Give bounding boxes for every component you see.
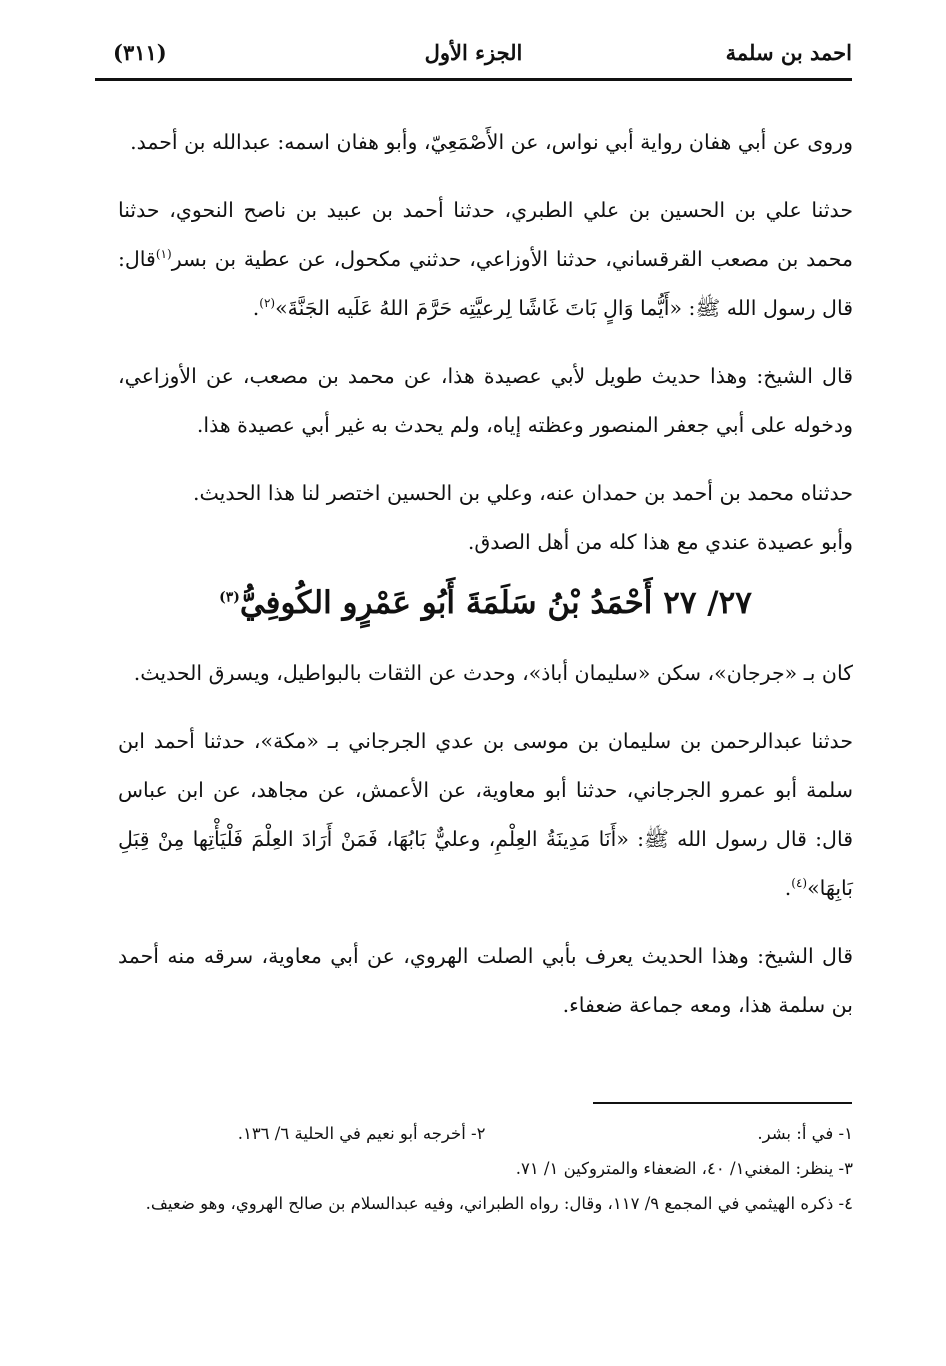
main-text bbox=[118, 118, 853, 1049]
volume-title: الجزء الأول bbox=[424, 40, 523, 65]
paragraph-3: قال الشيخ: وهذا حديث طويل لأبي عصيدة هذا، عن محمد بن مصعب، عن الأوزاعي، ودخوله على أبي جعفر المنصور وعظته إياه، ولم يحدث به غير أبي عصيدة هذا. bbox=[118, 364, 853, 437]
paragraph-5: كان بـ «جرجان»، سكن «سليمان أباذ»، وحدث عن الثقات بالبواطيل، ويسرق الحديث. bbox=[133, 661, 853, 685]
footnote-4: ٤- ذكره الهيثمي في المجمع ٩/ ١١٧، وقال: رواه الطبراني، وفيه عبدالسلام بن صالح الهروي، وهو ضعيف. bbox=[145, 1194, 853, 1213]
footnote-ref-2: (٢) bbox=[259, 296, 276, 311]
paragraph-6 bbox=[118, 717, 853, 913]
paragraph-2 bbox=[118, 186, 853, 333]
paragraph-4b: وأبو عصيدة عندي مع هذا كله من أهل الصدق. bbox=[467, 530, 853, 554]
paragraph-2-text-a: حدثنا علي بن الحسين بن علي الطبري، حدثنا أحمد بن عبيد بن ناصح النحوي، حدثنا محمد بن مصعب القرقساني، حدثنا الأوزاعي، حدثني مكحول، عن عطية بن بسر bbox=[118, 198, 853, 271]
footnote-row-1 bbox=[118, 1116, 853, 1151]
page-number: (٣١١) bbox=[113, 40, 167, 65]
entry-heading-text: ٢٧/ ٢٧ أَحْمَدُ بْنُ سَلَمَةَ أَبُو عَمْرٍو الكُوفِيُّ bbox=[239, 585, 752, 621]
running-title: احمد بن سلمة bbox=[725, 40, 852, 65]
footnotes bbox=[118, 1116, 853, 1221]
footnote-ref-4: (٤) bbox=[791, 876, 808, 891]
paragraph-6-text: حدثنا عبدالرحمن بن سليمان بن موسى بن عدي الجرجاني بـ «مكة»، حدثنا أحمد ابن سلمة أبو عمرو الجرجاني، حدثنا أبو معاوية، عن الأعمش، عن مجاهد، عن ابن عباس قال: قال رسول الله ﷺ: «أَنَا مَدِينَةُ العِلْمِ، وعليٌّ بَابُهَا، فَمَنْ أَرَادَ العِلْمَ فَلْيَأْتِها مِنْ قِبَلِ بَابِهَا» bbox=[118, 729, 853, 900]
page-header bbox=[95, 38, 852, 81]
footnote-2: ٢- أخرجه أبو نعيم في الحلية ٦/ ١٣٦. bbox=[237, 1124, 486, 1143]
footnote-1: ١- في أ: بشر. bbox=[757, 1124, 853, 1143]
paragraph-7: قال الشيخ: وهذا الحديث يعرف بأبي الصلت الهروي، عن أبي معاوية، سرقه منه أحمد بن سلمة هذا، ومعه جماعة ضعفاء. bbox=[118, 944, 853, 1017]
footnote-3: ٣- ينظر: المغني١/ ٤٠، الضعفاء والمتروكين ١/ ٧١. bbox=[515, 1159, 853, 1178]
paragraph-1: وروى عن أبي هفان رواية أبي نواس، عن الأَصْمَعِيّ، وأبو هفان اسمه: عبدالله بن أحمد. bbox=[130, 130, 853, 154]
paragraph-4a: حدثناه محمد بن أحمد بن حمدان عنه، وعلي بن الحسين اختصر لنا هذا الحديث. bbox=[193, 481, 853, 505]
footnote-ref-1: (١) bbox=[155, 247, 172, 262]
entry-heading bbox=[118, 575, 853, 631]
paragraph-2-end: . bbox=[252, 296, 260, 320]
paragraph-6-end: . bbox=[784, 876, 792, 900]
paragraph-2-text-b: قال: قال رسول الله ﷺ: «أَيُّما وَالٍ بَاتَ غَاشًا لِرعيَّتِه حَرَّمَ اللهُ عَلَيه الجَنَّةَ» bbox=[118, 247, 853, 320]
footnote-divider bbox=[593, 1102, 852, 1104]
footnote-ref-3: (٣) bbox=[219, 589, 240, 606]
